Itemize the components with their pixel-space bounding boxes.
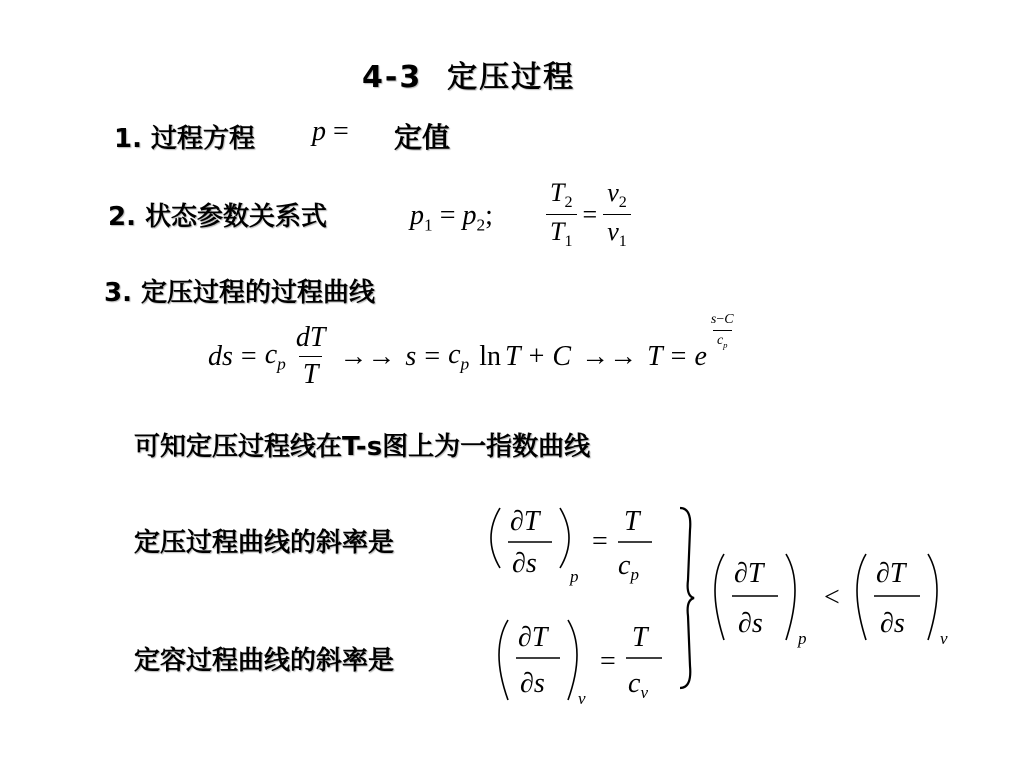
svg-text:∂T: ∂T (518, 622, 548, 653)
svg-text:T: T (632, 622, 648, 653)
svg-text:T: T (624, 506, 640, 537)
isochoric-slope-formula (499, 620, 662, 708)
svg-text:∂s: ∂s (738, 608, 763, 639)
entropy-derivation-formula: ds = $c_p$ $\frac{dT}{T}$ →→ s = $c_p$ ln T + C →→ T = e $\frac{s-C}{c_p}$ (208, 311, 734, 390)
section-1-value: 定值 (394, 121, 451, 154)
svg-text:∂s: ∂s (520, 668, 545, 699)
svg-text:=: = (592, 526, 608, 557)
slope-comparison-formulas (480, 490, 980, 720)
isobaric-slope-label: 定压过程曲线的斜率是 (134, 528, 395, 558)
section-1-label: 1. 过程方程 (114, 124, 256, 154)
svg-text:p: p (798, 629, 807, 648)
svg-text:p: p (570, 567, 579, 586)
svg-text:∂T: ∂T (510, 506, 540, 537)
svg-text:=: = (600, 646, 616, 677)
svg-text:∂s: ∂s (880, 608, 905, 639)
svg-text:v: v (940, 629, 948, 648)
isobaric-slope-formula (491, 506, 652, 586)
pressure-equation: p = (312, 116, 349, 147)
page-title: 4-3 定压过程 (362, 60, 576, 95)
section-2-label: 2. 状态参数关系式 (108, 202, 328, 232)
svg-text:v: v (578, 689, 586, 708)
svg-text:∂s: ∂s (512, 548, 537, 579)
slope-inequality-formula (715, 554, 948, 648)
svg-text:<: < (824, 582, 840, 613)
isochoric-slope-label: 定容过程曲线的斜率是 (134, 646, 395, 676)
pressure-equality-formula: $p_1 = p_2$; (410, 200, 493, 235)
conclusion-text: 可知定压过程线在T-s图上为一指数曲线 (134, 432, 591, 462)
svg-text:cv: $c_v$ (628, 668, 648, 702)
svg-text:∂T: ∂T (734, 558, 764, 589)
right-curly-brace (680, 508, 694, 688)
temperature-volume-ratio-formula: $\frac{T_2}{T_1}$ = $\frac{v_2}{v_1}$ (546, 178, 631, 251)
section-3-label: 3. 定压过程的过程曲线 (104, 278, 376, 308)
svg-text:∂T: ∂T (876, 558, 906, 589)
svg-text:cp: $c_p$ (618, 550, 639, 584)
